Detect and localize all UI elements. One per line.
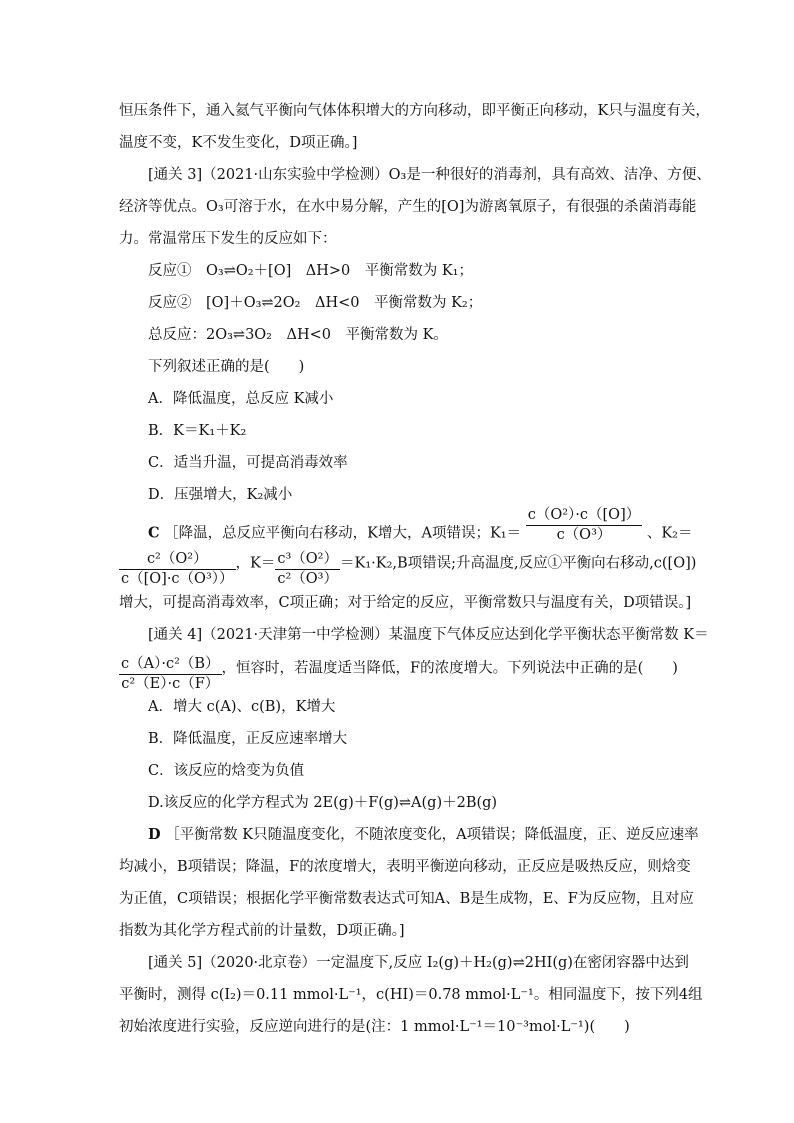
ans3-f1-num: c（O²）·c（[O]） [526, 507, 643, 526]
ans3-fraction-k1 [526, 507, 643, 544]
q4-f-den: c²（E）·c（F） [121, 676, 220, 692]
ans3-line2 [119, 545, 697, 587]
q3-reaction-1: 反应① O₃⇌O₂＋[O] ΔH>0 平衡常数为 K₁； [148, 263, 473, 279]
ans3-fraction-k [275, 551, 340, 588]
ans4-line4: 指数为其化学方程式前的计量数，D项正确。] [119, 923, 405, 939]
q3-option-a: A．降低温度，总反应 K减小 [148, 391, 334, 407]
q3-line1: [通关 3]（2021·山东实验中学检测）O₃是一种很好的消毒剂，具有高效、洁净、方便、 [148, 167, 711, 183]
q4-fraction-k [119, 656, 222, 693]
ans4-label: D [148, 826, 161, 843]
ans4-line1-text: ［平衡常数 K只随温度变化，不随浓度变化，A项错误；降低温度，正、逆反应速率 [165, 827, 699, 843]
q4-line2 [119, 650, 678, 692]
q4-option-b: B．降低温度，正反应速率增大 [148, 731, 348, 747]
q5-line2: 平衡时，测得 c(I₂)＝0.11 mmol·L⁻¹，c(HI)＝0.78 mmol·L⁻¹。相同温度下，按下列4组 [119, 987, 703, 1003]
para1-line2: 温度不变，K不发生变化，D项正确。] [119, 135, 358, 151]
ans4-line3: 为正值，C项错误；根据化学平衡常数表达式可知A、B是生成物，E、F为反应物，且对应 [119, 891, 694, 907]
q4-option-a: A．增大 c(A)、c(B)，K增大 [148, 699, 336, 715]
q3-option-d: D．压强增大，K₂减小 [148, 487, 293, 503]
ans4-line1 [148, 825, 699, 845]
q4-option-c: C．该反应的焓变为负值 [148, 763, 305, 779]
ans3-mid1: 、K₂＝ [646, 525, 693, 542]
ans3-mid2: ，K＝ [235, 555, 276, 572]
ans3-pre: ［降温，总反应平衡向右移动，K增大，A项错误；K₁＝ [164, 525, 522, 542]
q5-line1: [通关 5]（2020·北京卷）一定温度下,反应 I₂(g)＋H₂(g)⇌2HI(g)在密闭容器中达到 [148, 955, 689, 971]
ans3-post: ＝K₁·K₂,B项错误;升高温度,反应①平衡向右移动,c([O]) [340, 555, 697, 572]
q4-line2-post: ，恒容时，若温度适当降低，F的浓度增大。下列说法中正确的是( ) [221, 660, 678, 677]
ans3-f2-den: c（[O]·c（O³）） [121, 571, 234, 587]
ans3-fraction-k2 [119, 551, 236, 588]
q5-line3: 初始浓度进行实验，反应逆向进行的是(注：1 mmol·L⁻¹＝10⁻³mol·L⁻¹)( ) [119, 1019, 630, 1035]
ans3-f3-num: c³（O²） [275, 551, 340, 570]
ans3-f3-den: c²（O³） [277, 571, 338, 587]
q4-line1: [通关 4]（2021·天津第一中学检测）某温度下气体反应达到化学平衡状态平衡常数 K＝ [148, 627, 709, 643]
ans3-line3: 增大，可提高消毒效率，C项正确；对于给定的反应，平衡常数只与温度有关，D项错误。] [119, 595, 692, 611]
q3-stem: 下列叙述正确的是( ) [148, 359, 305, 375]
ans3-label: C [148, 524, 160, 542]
q3-line3: 力。常温常压下发生的反应如下： [119, 231, 337, 247]
para1-line1: 恒压条件下，通入氦气平衡向气体体积增大的方向移动，即平衡正向移动，K只与温度有关， [119, 103, 710, 119]
ans3-f2-num: c²（O²） [119, 551, 236, 570]
q3-option-c: C．适当升温，可提高消毒效率 [148, 455, 348, 471]
q4-f-num: c（A）·c²（B） [119, 656, 222, 675]
q3-line2: 经济等优点。O₃可溶于水，在水中易分解，产生的[O]为游离氧原子，有很强的杀菌消毒能 [119, 199, 697, 215]
q3-reaction-2: 反应② [O]＋O₃⇌2O₂ ΔH<0 平衡常数为 K₂； [148, 295, 483, 311]
q4-option-d: D.该反应的化学方程式为 2E(g)＋F(g)⇌A(g)＋2B(g) [148, 795, 498, 811]
q3-total-reaction: 总反应：2O₃⇌3O₂ ΔH<0 平衡常数为 K。 [148, 327, 448, 343]
ans4-line2: 均减小，B项错误；降温，F的浓度增大，表明平衡逆向移动，正反应是吸热反应，则焓变 [119, 859, 691, 875]
ans3-f1-den: c（O³） [556, 527, 612, 543]
q3-option-b: B．K＝K₁＋K₂ [148, 423, 247, 439]
